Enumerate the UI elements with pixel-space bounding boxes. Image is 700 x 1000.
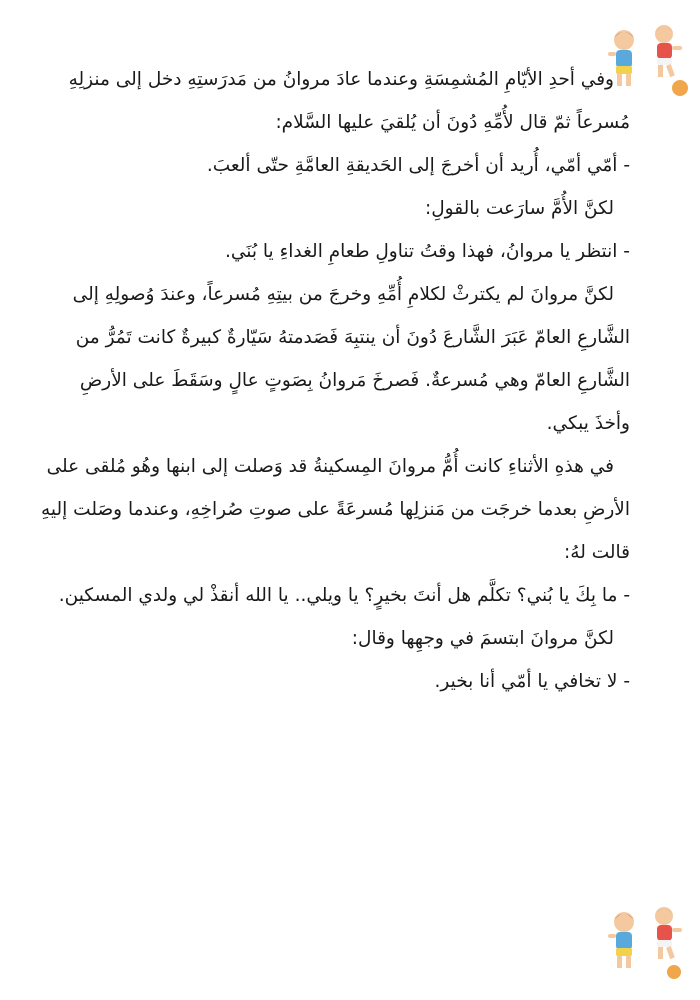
two-kids-playing-ball-icon [594, 900, 694, 980]
ball-icon [667, 965, 681, 979]
dialogue-marwan-request: - أمّي أمّي، أُريد أن أخرجَ إلى الحَديقةِ العامَّةِ حتّى ألعبَ. [206, 155, 630, 176]
paragraph-mother-reply-intro: لكنَّ الأُمَّ سارَعت بالقولِ: [424, 198, 614, 219]
dialogue-mother-worried: - ما بِكَ يا بُني؟ تكلَّم هل أنتَ بخيرٍ؟ يا ويلي.. يا الله أنقذْ لي ولدي المسكين. [58, 585, 630, 606]
two-kids-playing-ball-icon [594, 18, 694, 98]
ball-icon [672, 80, 688, 96]
kid-left-figure [608, 912, 634, 968]
paragraph-intro: وفي أحدِ الأيّامِ المُشمِسَةِ وعندما عادَ مروانُ من مَدرَستِهِ دخل إلى منزلِهِ مُسرعاً ثمّ قال لأُمِّهِ دُونَ أن يُلقيَ عليها السَّلام: [68, 69, 630, 133]
dialogue-mother-wait: - انتظر يا مروانُ، فهذا وقتُ تناولِ طعامِ الغداءِ يا بُنَي. [225, 241, 630, 262]
paragraph-mother-arrives: في هذهِ الأثناءِ كانت أُمُّ مروانَ المِسكينةُ قد وَصلت إلى ابنها وهُو مُلقى على الأرضِ بعدما خرجَت من مَنزلِها مُسرعَةً على صوتِ صُراخِهِ، وعندما وصَلت إليهِ قالت لهُ: [41, 456, 630, 563]
kid-right-figure [655, 25, 682, 77]
paragraph-marwan-smiles: لكنَّ مروانَ ابتسمَ في وجهِها وقال: [351, 628, 614, 649]
kid-right-figure [655, 907, 682, 959]
story-text [40, 58, 630, 703]
kid-left-figure [608, 30, 634, 86]
dialogue-marwan-fine: - لا تخافي يا أمّي أنا بخير. [434, 671, 630, 692]
paragraph-accident: لكنَّ مروانَ لم يكترثْ لكلامِ أُمِّهِ وخرجَ من بيتِهِ مُسرعاً، وعندَ وُصولِهِ إلى الشَّارعِ العامّ عَبَرَ الشَّارعَ دُونَ أن ينتبِهَ فَصَدمتهُ سَيّارةٌ كبيرةٌ كانت تَمُرُّ من الشَّارعِ العامّ وهي مُسرعةٌ. فَصرخَ مَروانُ بِصَوتٍ عالٍ وسَقَطَ على الأرضِ وأخذَ يبكي. [72, 284, 630, 434]
